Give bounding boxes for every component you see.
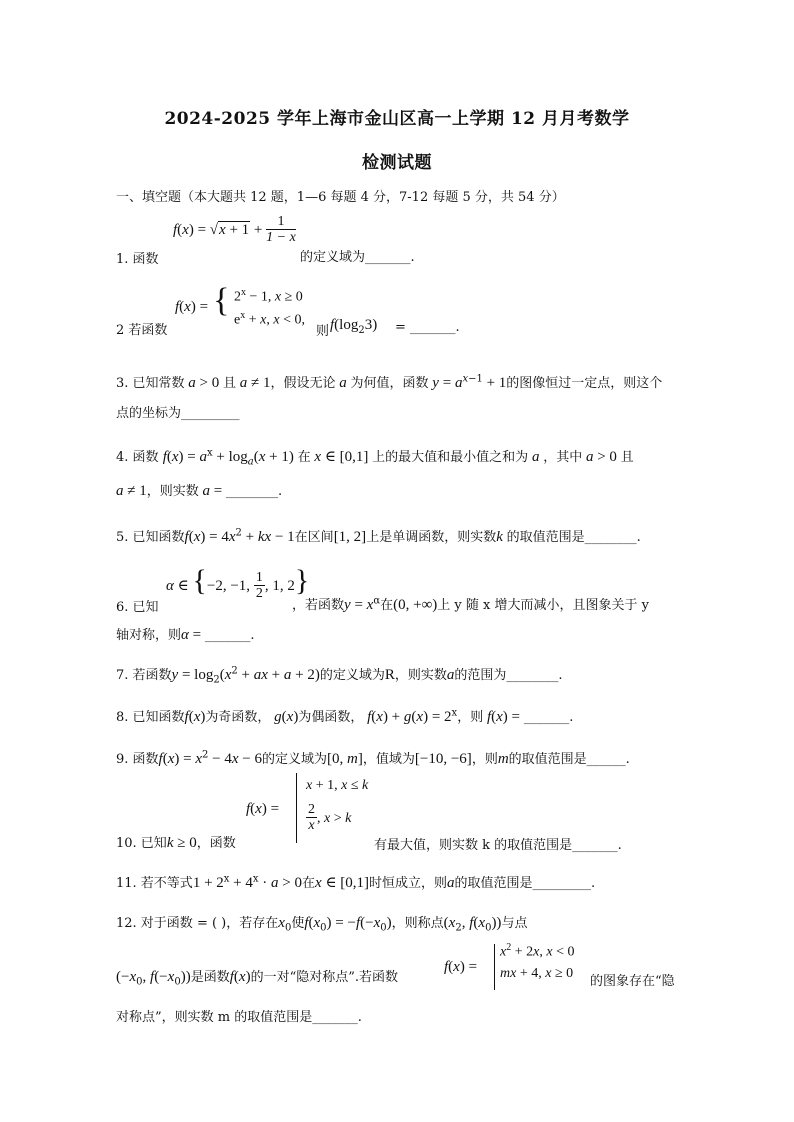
q11-text-d: 的取值范围是_________. xyxy=(454,876,596,891)
q7-text-b: 的定义域为 xyxy=(319,668,385,683)
q2-label: 2 若函数 xyxy=(116,323,168,338)
q12-line2: ($-x_0$, $f(-x_0)$)是函数f(x)的一对“隐对称点”.若函数 xyxy=(116,969,398,988)
q1-label: 1. 函数 xyxy=(116,252,159,267)
q12-text-d: ，则称点 xyxy=(391,916,444,931)
q4-text-d: ，其中 xyxy=(543,450,583,465)
q2-log: $f(\log_23)$ xyxy=(330,317,378,337)
q10-func: f(x) = xyxy=(246,801,280,817)
q8-line: 8. 已知函数f(x)为奇函数， g(x)为偶函数， $f(x) + g(x) = 2^x$，则 f(x) = _______. xyxy=(116,707,574,725)
q12-text-c: 使 xyxy=(291,916,305,931)
q12-func: f(x) = xyxy=(444,959,478,975)
q9-text-a: 9. 函数 xyxy=(116,752,159,767)
q12-case1: $x^2 + 2x$, x < 0 xyxy=(500,942,575,960)
q8-text-e: _______. xyxy=(523,710,574,725)
q9-text-e: 的取值范围是______. xyxy=(508,752,630,767)
q12-brace xyxy=(494,944,495,990)
q6-label: 6. 已知 xyxy=(116,600,159,615)
q10-tail: 有最大值，则实数 k 的取值范围是_______. xyxy=(374,838,622,853)
q7-text-c: ，则实数 xyxy=(394,668,447,683)
q10-line: 10. 已知k ≥ 0，函数 xyxy=(116,835,236,851)
q3-text-d: 为何值，函数 xyxy=(350,376,429,391)
q5-text-c: 上是单调函数，则实数 xyxy=(366,530,497,545)
q1-tail: 的定义域为_______. xyxy=(300,250,415,265)
q6-line2: 轴对称，则α = _______. xyxy=(116,627,255,643)
q4-text-e: 且 xyxy=(620,450,634,465)
q4-text-g: ________. xyxy=(225,484,283,499)
q4-text-a: 4. 函数 xyxy=(116,450,159,465)
q6-text-c: 在 xyxy=(380,598,394,613)
q6-text-f: _______. xyxy=(204,628,255,643)
q4-line1: 4. 函数 $f(x) = a^x + \log_a(x + 1)$ 在 x ∈ [0,1] 上的最大值和最小值之和为 a ，其中 a > 0 且 xyxy=(116,447,634,468)
q8-text-a: 8. 已知函数 xyxy=(116,710,185,725)
q2-formula: f(x) = { xyxy=(175,282,230,319)
q8-text-b: 为奇函数， xyxy=(205,710,271,725)
q3-text-b: 且 xyxy=(223,376,237,391)
q5-line: 5. 已知函数$f(x) = 4x^2$ + kx − 1在区间[1, 2]上是单调函数，则实数k 的取值范围是________. xyxy=(116,527,641,545)
q10-case2: $\frac{2}{x}$ , x > k xyxy=(308,802,352,833)
q4-text-c: 上的最大值和最小值之和为 xyxy=(372,450,529,465)
q12-text-e: 与点 xyxy=(501,916,528,931)
q6-text-d: 上 y 随 x 增大而减小，且图象关于 y xyxy=(437,598,649,613)
q8-text-d: ，则 xyxy=(457,710,484,725)
q11-text-c: 时恒成立，则 xyxy=(369,876,448,891)
q5-text-d: 的取值范围是________. xyxy=(506,530,641,545)
q9-text-b: 的定义域为 xyxy=(262,752,328,767)
doc-title: 2024-2025 学年上海市金山区高一上学期 12 月月考数学 xyxy=(164,109,630,129)
q3-line1: 3. 已知常数 a > 0 且 a ≠ 1，假设无论 a 为何值，函数 $y = a^{x-1} + 1$的图像恒过一定点，则这个 xyxy=(116,373,663,391)
q10-text-a: 10. 已知 xyxy=(116,836,167,851)
q7-text-d: 的范围为________. xyxy=(454,668,563,683)
q2-case1: $2^x - 1$, x ≥ 0 xyxy=(234,287,303,305)
q10-case1: x + 1, x ≤ k xyxy=(306,778,369,793)
q12-text-b: = ( )，若存在 xyxy=(196,916,279,931)
q2-case2: $e^x + x$, x < 0, xyxy=(234,310,305,328)
q10-brace xyxy=(296,773,297,843)
q12-text-g: 的一对“隐对称点”.若函数 xyxy=(250,970,398,985)
q12-line1: 12. 对于函数 = ( )，若存在$x_0$使$f(x_0) = -f(-x_0)$，则称点($x_2$, $f(x_0)$)与点 xyxy=(116,915,528,934)
q3-text-c: ，假设无论 xyxy=(270,376,336,391)
q9-text-c: ，值域为 xyxy=(362,752,415,767)
q12-text-f: 是函数 xyxy=(190,970,230,985)
q12-text-a: 12. 对于函数 xyxy=(116,916,193,931)
q8-text-c: 为偶函数， xyxy=(298,710,364,725)
q2-tail: = _______. xyxy=(395,320,460,335)
section-heading: 一、填空题（本大题共 12 题，1—6 每题 4 分，7-12 每题 5 分，共 54 分） xyxy=(116,190,565,205)
q2-mid: 则 xyxy=(316,324,330,339)
q12-case2: mx + 4, x ≥ 0 xyxy=(500,966,574,981)
q6-set: α ∈ {−2, −1, $\frac{1}{2}$ , 1, 2} xyxy=(166,564,310,601)
q6-text-b: ，若函数 xyxy=(292,598,345,613)
q7-line: 7. 若函数$y = \log_2(x^2$ + ax + a + 2)的定义域为R，则实数a的范围为________. xyxy=(116,665,563,686)
q6-text-e: 轴对称，则 xyxy=(116,628,182,643)
q1-formula: f(x) = √x + 1 + $\frac{1}{1 - x}$ xyxy=(173,214,296,245)
q4-text-b: 在 xyxy=(297,450,311,465)
q7-text-a: 7. 若函数 xyxy=(116,668,172,683)
q9-text-d: ，则 xyxy=(471,752,498,767)
q3-line2: 点的坐标为_________ xyxy=(116,406,240,421)
q5-text-b: 在区间 xyxy=(294,530,334,545)
q6-line1: ，若函数$y = x^\alpha$在(0, +∞)上 y 随 x 增大而减小，且图象关于 y xyxy=(292,595,649,613)
q4-text-f: ，则实数 xyxy=(146,484,199,499)
q9-line: 9. 函数$f(x) = x^2 - 4x - 6$的定义域为[0, m]，值域为[−10, −6]，则m的取值范围是______. xyxy=(116,749,630,767)
q3-text-e: 的图像恒过一定点，则这个 xyxy=(506,376,663,391)
q11-text-b: 在 xyxy=(302,876,316,891)
q12-tail1: 的图象存在“隐 xyxy=(590,974,675,989)
q11-text-a: 11. 若不等式 xyxy=(116,876,193,891)
q3-text-a: 3. 已知常数 xyxy=(116,376,185,391)
q10-text-b: ，函数 xyxy=(196,836,236,851)
doc-subtitle: 检测试题 xyxy=(362,153,432,173)
q12-tail2: 对称点”，则实数 m 的取值范围是_______. xyxy=(116,1010,362,1025)
q5-text-a: 5. 已知函数 xyxy=(116,530,185,545)
q4-line2: a ≠ 1，则实数 a = ________. xyxy=(116,483,283,499)
q11-line: 11. 若不等式$1 + 2^x + 4^x \cdot a > 0$在x ∈ [0,1]时恒成立，则a的取值范围是_________. xyxy=(116,873,596,891)
